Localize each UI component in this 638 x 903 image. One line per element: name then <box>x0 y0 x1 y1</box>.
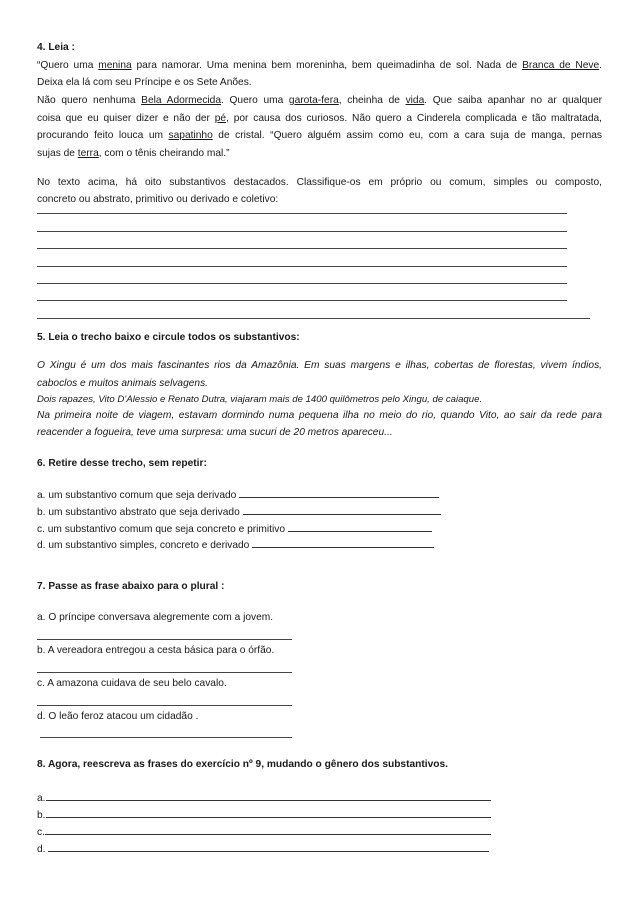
answer-blank[interactable] <box>45 825 491 835</box>
answer-line[interactable] <box>37 231 567 232</box>
answer-blank[interactable] <box>46 808 491 818</box>
item-label: c. <box>37 827 45 838</box>
answer-line[interactable] <box>37 672 292 673</box>
highlighted-noun-bela-adormecida: Bela Adormecida <box>141 95 222 106</box>
ex7-item-d: d. O leão feroz atacou um cidadão . <box>37 711 199 722</box>
highlighted-noun-menina: menina <box>98 60 132 71</box>
highlighted-noun-terra: terra <box>77 148 99 159</box>
item-label: d. <box>37 844 49 855</box>
text-segment: de cristal. “Quero alguém assim como eu, com a cara suja de manga, pernas <box>212 130 602 141</box>
answer-line[interactable] <box>37 300 567 301</box>
item-label: d. um substantivo simples, concreto e derivado <box>37 540 250 551</box>
ex8-item-b <box>37 808 491 822</box>
answer-line[interactable] <box>37 266 567 267</box>
item-label: b. um substantivo abstrato que seja derivado <box>37 507 240 518</box>
ex7-title: 7. Passe as frase abaixo para o plural : <box>37 581 225 592</box>
text-segment: , por causa dos curiosos. Não quero a Cinderela complicada e tão maltratada, <box>226 113 602 124</box>
answer-blank[interactable] <box>239 488 439 498</box>
ex8-item-c <box>37 825 491 839</box>
ex6-item-d <box>37 538 434 552</box>
ex5-title: 5. Leia o trecho baixo e circule todos os substantivos: <box>37 332 300 343</box>
answer-line[interactable] <box>37 248 567 249</box>
text-segment: “Quero uma <box>37 60 99 71</box>
ex7-item-b: b. A vereadora entregou a cesta básica para o órfão. <box>37 645 275 656</box>
ex5-text-line-1: O Xingu é um dos mais fascinantes rios da Amazônia. Em suas margens e ilhas, cobertas de florestas, vivem índios, <box>37 360 602 371</box>
answer-line[interactable] <box>37 283 567 284</box>
text-segment: para namorar. Uma menina bem moreninha, bem queimadinha de sol. Nada de <box>131 60 523 71</box>
highlighted-noun-garota-fera: garota-fera <box>288 95 339 106</box>
ex4-title: 4. Leia : <box>37 42 75 53</box>
answer-blank[interactable] <box>46 791 491 801</box>
highlighted-noun-pe: pé <box>214 113 227 124</box>
text-segment: coisa que eu quiser dizer e não der <box>37 113 215 124</box>
text-segment: procurando feito louca um <box>37 130 169 141</box>
text-segment: , cheinha de <box>338 95 406 106</box>
ex8-item-a <box>37 791 491 805</box>
ex8-title: 8. Agora, reescreva as frases do exercício nº 9, mudando o gênero dos substantivos. <box>37 759 448 770</box>
highlighted-noun-branca-de-neve: Branca de Neve <box>522 60 600 71</box>
ex6-item-a <box>37 488 439 502</box>
text-segment: Não quero nenhuma <box>37 95 142 106</box>
answer-line[interactable] <box>37 213 567 214</box>
item-label: a. <box>37 793 46 804</box>
answer-blank[interactable] <box>252 538 434 548</box>
ex4-text-line-4 <box>37 112 602 125</box>
answer-blank[interactable] <box>243 505 441 515</box>
answer-line[interactable] <box>37 705 292 706</box>
answer-line[interactable] <box>37 639 292 640</box>
text-segment: . <box>599 60 603 71</box>
ex5-text-line-4: Na primeira noite de viagem, estavam dormindo numa pequena ilha no meio do rio, quando Vito, ao sair da rede para <box>37 410 602 421</box>
text-segment: . Que saiba apanhar no ar qualquer <box>424 95 603 106</box>
answer-line[interactable] <box>37 318 590 319</box>
item-label: b. <box>37 810 46 821</box>
ex5-text-line-2: caboclos e muitos animais selvagens. <box>37 378 209 389</box>
ex4-question-line-2: concreto ou abstrato, primitivo ou derivado e coletivo: <box>37 194 279 205</box>
item-label: a. um substantivo comum que seja derivado <box>37 490 237 501</box>
ex4-text-line-3 <box>37 94 602 107</box>
ex5-text-line-3: Dois rapazes, Vito D’Alessio e Renato Dutra, viajaram mais de 1400 quilômetros pelo Xingu, de caiaque. <box>37 394 483 405</box>
text-segment: . Quero uma <box>221 95 289 106</box>
ex4-text-line-5 <box>37 129 602 142</box>
answer-line[interactable] <box>40 737 292 738</box>
text-segment: , com o tênis cheirando mal.” <box>98 148 230 159</box>
ex8-item-d <box>37 842 489 856</box>
highlighted-noun-vida: vida <box>405 95 425 106</box>
ex7-item-c: c. A amazona cuidava de seu belo cavalo. <box>37 678 227 689</box>
ex7-item-a: a. O príncipe conversava alegremente com a jovem. <box>37 612 274 623</box>
ex5-text-line-5: reacender a fogueira, teve uma surpresa: uma sucuri de 20 metros apareceu... <box>37 427 393 438</box>
answer-blank[interactable] <box>48 842 489 852</box>
highlighted-noun-sapatinho: sapatinho <box>168 130 213 141</box>
ex6-title: 6. Retire desse trecho, sem repetir: <box>37 458 207 469</box>
ex4-text-line-2: Deixa ela lá com seu Príncipe e os Sete Anões. <box>37 77 252 88</box>
ex4-question-line-1: No texto acima, há oito substantivos destacados. Classifique-os em próprio ou comum, simples ou composto, <box>37 177 602 188</box>
ex4-text-line-1 <box>37 59 602 72</box>
ex6-item-c <box>37 522 432 536</box>
ex6-item-b <box>37 505 441 519</box>
text-segment: sujas de <box>37 148 78 159</box>
item-label: c. um substantivo comum que seja concreto e primitivo <box>37 524 286 535</box>
ex4-text-line-6 <box>37 147 230 160</box>
answer-blank[interactable] <box>288 522 432 532</box>
